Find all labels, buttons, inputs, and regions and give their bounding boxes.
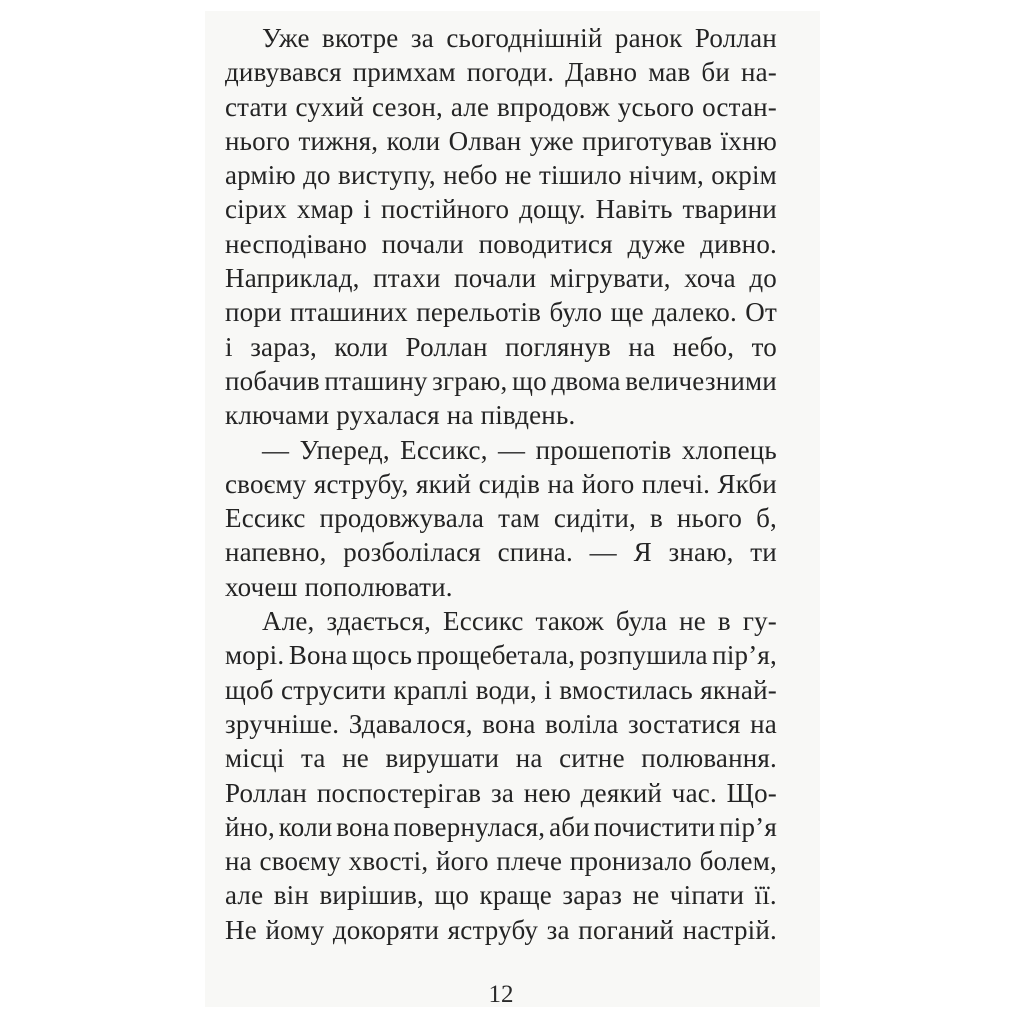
text-line bbox=[225, 878, 777, 912]
word: сірих bbox=[225, 194, 287, 225]
word: струсити bbox=[281, 674, 387, 705]
word: мав bbox=[648, 57, 691, 88]
word: почали bbox=[454, 263, 537, 294]
word: її. bbox=[754, 880, 777, 911]
word: гу- bbox=[742, 606, 777, 637]
word: ситне bbox=[559, 743, 625, 774]
word: Ессикс, bbox=[400, 434, 488, 465]
word: далеко. bbox=[652, 297, 737, 328]
word: води, bbox=[475, 674, 537, 705]
text-line bbox=[225, 330, 777, 364]
word: на bbox=[515, 743, 543, 774]
word: сидіти, bbox=[553, 503, 636, 534]
word: нього bbox=[676, 503, 743, 534]
text-line bbox=[225, 913, 777, 947]
word: Ессикс bbox=[443, 606, 524, 637]
word: поспостерігав bbox=[316, 777, 482, 808]
word: пір’я bbox=[719, 811, 777, 842]
word: Ессикс bbox=[225, 503, 306, 534]
word: уже bbox=[529, 125, 574, 156]
word: пори bbox=[225, 297, 282, 328]
text-line bbox=[225, 810, 777, 844]
word: сезон, bbox=[371, 91, 443, 122]
word: і bbox=[363, 194, 372, 225]
word: побачив bbox=[225, 365, 320, 396]
word: не bbox=[632, 880, 660, 911]
word: було bbox=[549, 297, 603, 328]
word: ранок bbox=[614, 23, 683, 53]
word: небо bbox=[443, 160, 498, 191]
word: тварини bbox=[682, 194, 777, 225]
word: коли bbox=[278, 811, 333, 842]
word: на bbox=[446, 400, 474, 431]
word: його bbox=[581, 468, 635, 499]
text-line bbox=[225, 295, 777, 329]
word: він bbox=[273, 880, 310, 911]
word: не bbox=[679, 606, 706, 637]
word: зостатися bbox=[628, 708, 741, 739]
word: несподівано bbox=[225, 228, 368, 259]
word: вирішив, bbox=[319, 880, 424, 911]
text-line bbox=[225, 844, 777, 878]
word: вкотре bbox=[322, 23, 399, 53]
word: — bbox=[498, 434, 526, 465]
word: деякий bbox=[580, 777, 663, 808]
word: на bbox=[547, 468, 575, 499]
text-line bbox=[225, 90, 777, 124]
text-line bbox=[225, 638, 777, 672]
word: яструбу, bbox=[313, 468, 409, 499]
word: розболілася bbox=[343, 537, 481, 568]
word: йно, bbox=[225, 811, 275, 842]
word: аби bbox=[549, 811, 590, 842]
word: Уперед, bbox=[299, 434, 390, 465]
word: пташиних bbox=[290, 297, 408, 328]
word: час. bbox=[671, 777, 717, 808]
word: зграю, bbox=[432, 365, 508, 396]
word: хочеш bbox=[225, 571, 298, 602]
word: армію bbox=[225, 160, 296, 191]
word: хоча bbox=[684, 263, 736, 294]
word: Роллан bbox=[694, 23, 777, 53]
word: Олван bbox=[448, 125, 522, 156]
word: ключами bbox=[225, 400, 330, 431]
text-line bbox=[225, 364, 777, 398]
word: прошепотів bbox=[535, 434, 672, 465]
word: Наприклад, bbox=[225, 263, 360, 294]
text-line bbox=[225, 192, 777, 226]
word: усього bbox=[617, 91, 695, 122]
word: птахи bbox=[373, 263, 441, 294]
word: що bbox=[512, 365, 547, 396]
text-line bbox=[225, 124, 777, 158]
text-line bbox=[225, 604, 777, 638]
word: впродовж bbox=[497, 91, 610, 122]
word: остан- bbox=[702, 91, 777, 122]
word: Уже bbox=[262, 23, 310, 53]
word: поглянув bbox=[505, 331, 611, 362]
text-line bbox=[225, 673, 777, 707]
word: От bbox=[745, 297, 777, 328]
word: хмар bbox=[296, 194, 354, 225]
word: Я bbox=[633, 537, 652, 568]
word: болем, bbox=[699, 846, 777, 877]
word: тижня, bbox=[298, 125, 379, 156]
word: там bbox=[498, 503, 540, 534]
word: дивувався bbox=[225, 57, 342, 88]
word: Вона bbox=[288, 640, 348, 671]
word: знаю, bbox=[668, 537, 734, 568]
word: вона bbox=[482, 708, 536, 739]
word: за bbox=[490, 777, 515, 808]
word: Що- bbox=[726, 777, 777, 808]
word: зараз bbox=[562, 880, 623, 911]
text-line bbox=[225, 501, 777, 535]
text-line bbox=[225, 741, 777, 775]
word: примхам bbox=[352, 57, 456, 88]
word: Якби bbox=[717, 468, 777, 499]
word: напевно, bbox=[225, 537, 327, 568]
word: чіпати bbox=[669, 880, 745, 911]
word: здається, bbox=[326, 606, 432, 637]
word: яструбу bbox=[447, 914, 539, 945]
word: але bbox=[450, 91, 490, 122]
word: погоди. bbox=[466, 57, 555, 88]
word: Навіть bbox=[595, 194, 673, 225]
word: до bbox=[303, 160, 331, 191]
word: плечі. bbox=[641, 468, 711, 499]
word: хлопець bbox=[681, 434, 777, 465]
word: за bbox=[546, 914, 570, 945]
word: настрій. bbox=[682, 914, 777, 945]
word: нічим, bbox=[628, 160, 704, 191]
word: поводитися bbox=[478, 228, 613, 259]
word: небо, bbox=[672, 331, 735, 362]
word: також bbox=[535, 606, 604, 637]
word: почали bbox=[381, 228, 464, 259]
word: своєму bbox=[259, 846, 341, 877]
word: який bbox=[415, 468, 472, 499]
word: і bbox=[544, 674, 552, 705]
word: — bbox=[589, 537, 617, 568]
word: почистити bbox=[593, 811, 716, 842]
book-page bbox=[205, 11, 820, 1007]
word: хвості, bbox=[348, 846, 429, 877]
page-number: 12 bbox=[488, 981, 514, 1008]
text-line bbox=[225, 707, 777, 741]
word: коли bbox=[386, 125, 441, 156]
word: дощу. bbox=[519, 194, 586, 225]
word: пташину bbox=[324, 365, 428, 396]
word: би bbox=[701, 57, 730, 88]
word: вона bbox=[336, 811, 390, 842]
word: Давно bbox=[565, 57, 638, 88]
word: пополювати. bbox=[304, 571, 453, 602]
word: пір’я, bbox=[712, 640, 777, 671]
word: до bbox=[749, 263, 777, 294]
word: місці bbox=[225, 743, 285, 774]
word: не bbox=[504, 160, 532, 191]
word: приготував bbox=[582, 125, 713, 156]
word: тішило bbox=[538, 160, 622, 191]
word: дивно. bbox=[700, 228, 777, 259]
word: двома bbox=[551, 365, 621, 396]
word: дуже bbox=[627, 228, 686, 259]
word: морі. bbox=[225, 640, 285, 671]
word: коли bbox=[334, 331, 389, 362]
word: на bbox=[628, 331, 656, 362]
word: перельотів bbox=[416, 297, 542, 328]
word: щоб bbox=[225, 674, 274, 705]
text-line bbox=[225, 158, 777, 192]
word: зараз, bbox=[250, 331, 317, 362]
word: на- bbox=[740, 57, 777, 88]
word: за bbox=[410, 23, 434, 53]
word: своєму bbox=[225, 468, 307, 499]
word: Роллан bbox=[225, 777, 308, 808]
word: якнай- bbox=[700, 674, 777, 705]
word: ти bbox=[750, 537, 777, 568]
word: щось bbox=[352, 640, 413, 671]
word: йому bbox=[265, 914, 325, 945]
word: рухалася bbox=[336, 400, 440, 431]
text-line bbox=[225, 467, 777, 501]
word: Не bbox=[225, 914, 257, 945]
word: воліла bbox=[545, 708, 619, 739]
word: на bbox=[750, 708, 777, 739]
word: нього bbox=[225, 125, 291, 156]
text-line bbox=[225, 570, 777, 604]
text-line bbox=[225, 433, 777, 467]
word: розпушила bbox=[579, 640, 708, 671]
word: то bbox=[751, 331, 777, 362]
word: вмостилась bbox=[559, 674, 693, 705]
word: повернулася, bbox=[393, 811, 546, 842]
word: прощебетала, bbox=[416, 640, 576, 671]
word: продовжувала bbox=[319, 503, 485, 534]
word: — bbox=[262, 434, 290, 465]
word: краще bbox=[479, 880, 552, 911]
word: б, bbox=[756, 503, 777, 534]
word: ще bbox=[610, 297, 644, 328]
word: стати bbox=[225, 91, 288, 122]
word: Роллан bbox=[405, 331, 488, 362]
word: величезними bbox=[625, 365, 777, 396]
word: окрім bbox=[711, 160, 777, 191]
word: краплі bbox=[393, 674, 469, 705]
word: виступу, bbox=[338, 160, 436, 191]
word: сухий bbox=[295, 91, 365, 122]
word: зручніше. bbox=[225, 708, 340, 739]
page-text bbox=[205, 11, 820, 947]
word: плече bbox=[496, 846, 563, 877]
word: на bbox=[225, 846, 252, 877]
word: поганий bbox=[578, 914, 675, 945]
word: полювання. bbox=[641, 743, 777, 774]
word: їхню bbox=[720, 125, 777, 156]
word: пронизало bbox=[569, 846, 692, 877]
word: докоряти bbox=[332, 914, 440, 945]
text-line bbox=[225, 261, 777, 295]
word: постійного bbox=[381, 194, 510, 225]
word: вирушати bbox=[385, 743, 500, 774]
text-line bbox=[225, 21, 777, 55]
word: що bbox=[434, 880, 470, 911]
word: мігрувати, bbox=[549, 263, 671, 294]
word: спина. bbox=[497, 537, 573, 568]
word: нею bbox=[523, 777, 571, 808]
word: сьогоднішній bbox=[446, 23, 603, 53]
word: його bbox=[436, 846, 489, 877]
word: в bbox=[649, 503, 663, 534]
text-line bbox=[225, 535, 777, 569]
text-line bbox=[225, 776, 777, 810]
text-line bbox=[225, 398, 777, 432]
word: та bbox=[301, 743, 326, 774]
word: південь. bbox=[480, 400, 576, 431]
text-line bbox=[225, 227, 777, 261]
word: але bbox=[225, 880, 264, 911]
word: сидів bbox=[478, 468, 541, 499]
word: Здавалося, bbox=[348, 708, 473, 739]
word: була bbox=[615, 606, 668, 637]
word: в bbox=[717, 606, 731, 637]
text-line bbox=[225, 55, 777, 89]
word: не bbox=[342, 743, 369, 774]
word: Але, bbox=[262, 606, 315, 637]
word: і bbox=[225, 331, 233, 362]
